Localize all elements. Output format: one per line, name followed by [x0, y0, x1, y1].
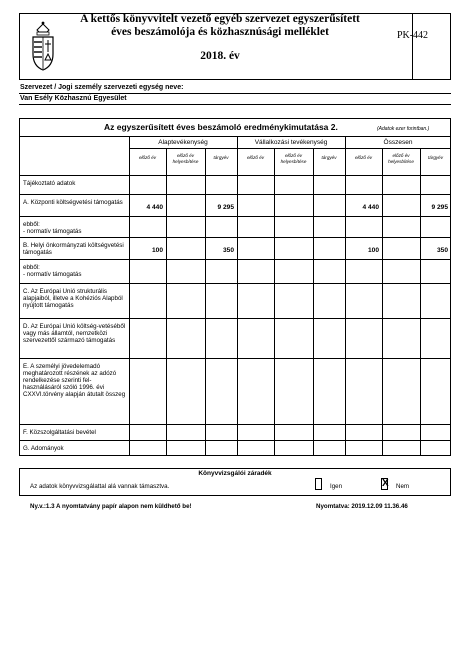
row-label: A. Központi költségvetési támogatás — [23, 199, 123, 206]
audit-no-label: Nem — [396, 483, 410, 490]
subcolumn-header: előző év — [354, 155, 373, 160]
audit-yes-checkbox[interactable] — [315, 478, 322, 490]
column-rule — [129, 136, 130, 456]
organization-label: Szervezet / Jogi személy szervezeti egység neve: — [20, 84, 184, 91]
row-rule — [19, 283, 451, 284]
row-label: C. Az Európai Unió strukturális alapjaiból, illetve a Kohéziós Alapból nyújtott támogatás — [23, 288, 123, 309]
report-title: Az egyszerűsített éves beszámoló eredménykimutatása 2. — [104, 122, 338, 132]
form-title-line2: éves beszámolója és közhasznúsági melléklet — [111, 26, 329, 38]
table-cell: 9 295 — [431, 204, 448, 211]
row-label: E. A személyi jövedelemadó meghatározott részének az adózó rendelkezése szerinti fel-használásáról szóló 1996. évi CXXVI.törvény alapján átutalt összeg — [23, 363, 126, 398]
subcolumn-header: tárgyév — [213, 155, 229, 160]
row-label: Tájékoztató adatok — [23, 180, 76, 187]
group-rule — [237, 136, 238, 456]
row-rule — [19, 216, 451, 217]
row-rule — [19, 358, 451, 359]
report-table — [19, 118, 451, 456]
table-cell: 100 — [151, 247, 163, 254]
report-unit-note: (Adatok ezer forintban.) — [377, 126, 430, 132]
header-divider — [412, 14, 413, 79]
form-code: PK-442 — [396, 30, 429, 41]
row-rule — [19, 318, 451, 319]
table-cell: 350 — [222, 247, 234, 254]
row-rule — [19, 440, 451, 441]
subcolumn-header: tárgyév — [427, 155, 444, 160]
footer-print-date: Nyomtatva: 2019.12.09 11.36.46 — [316, 503, 408, 510]
group-header: Vállalkozási tevékenység — [254, 139, 328, 146]
row-label: B. Helyi önkormányzati költségvetési támogatás — [23, 242, 124, 256]
table-cell: 4 440 — [146, 204, 163, 211]
audit-no-checkbox[interactable]: X — [382, 478, 389, 489]
table-cell: 100 — [367, 247, 379, 254]
audit-title: Könyvvizsgálói záradék — [198, 470, 272, 477]
footer-version-note: Ny.v.:1.3 A nyomtatvány papír alapon nem küldhető be! — [30, 503, 192, 510]
table-cell: 350 — [436, 247, 448, 254]
group-header: Alaptevékenység — [158, 139, 208, 146]
row-label: D. Az Európai Unió költség-vetéséből vagy más államtól, nemzetközi szervezettől származó támogatás — [23, 323, 126, 344]
subcolumn-header: előző év — [138, 155, 157, 160]
group-rule — [345, 136, 346, 456]
row-rule — [19, 237, 451, 238]
audit-yes-label: Igen — [330, 483, 343, 490]
subcolumn-header: előző év helyesbítése — [388, 153, 414, 164]
subcolumn-header: tárgyév — [321, 155, 337, 160]
organization-name: Van Esély Közhasznú Egyesület — [20, 95, 127, 102]
row-rule — [19, 194, 451, 195]
group-header: Összesen — [383, 139, 413, 146]
table-cell: 4 440 — [362, 204, 379, 211]
form-title-line1: A kettős könyvvitelt vezető egyéb szervezet egyszerűsített — [80, 13, 360, 25]
subcolumn-header: előző év — [246, 155, 265, 160]
row-label: G. Adományok — [23, 445, 64, 452]
table-cell: 9 295 — [217, 204, 234, 211]
coat-of-arms-icon — [28, 20, 58, 74]
subcolumn-header: előző év helyesbítése — [280, 153, 307, 164]
row-rule — [19, 424, 451, 425]
form-year: 2018. év — [200, 50, 240, 62]
audit-question: Az adatok könyvvizsgálattal alá vannak támasztva. — [30, 483, 170, 490]
subcolumn-header: előző év helyesbítése — [172, 153, 199, 164]
header-bottom-rule — [19, 175, 451, 176]
row-rule — [19, 259, 451, 260]
row-label: F. Közszolgáltatási bevétel — [23, 429, 96, 436]
row-label: ebből: - normatív támogatás — [23, 221, 82, 235]
header-top-rule — [19, 136, 451, 137]
row-label: ebből: - normatív támogatás — [23, 264, 82, 278]
